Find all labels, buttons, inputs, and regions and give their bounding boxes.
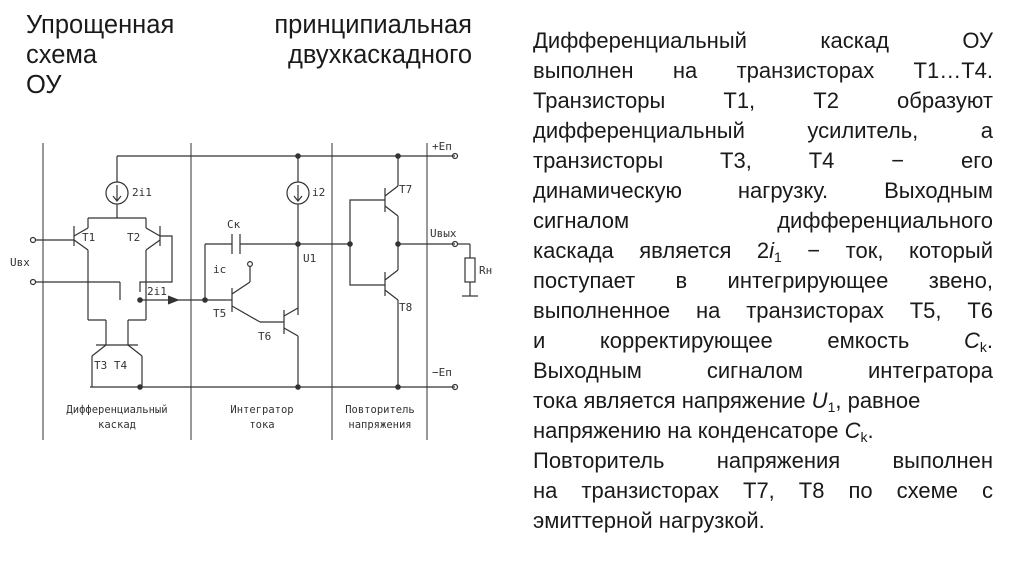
block-label-diff-l1: Дифференциальный [66,404,168,416]
desc-line: поступает в интегрирующее звено, [533,268,993,293]
desc-text: . [986,328,993,353]
label-t1: T1 [82,231,96,244]
desc-sub: k [860,429,868,445]
desc-text: . [867,418,874,443]
desc-line: сигналом дифференциального [533,208,993,233]
desc-var: С [963,328,980,353]
label-u1: U1 [303,252,317,265]
block-label-follower-l1: Повторитель [345,404,415,416]
desc-sub: 1 [827,399,836,415]
desc-text: − ток, который [781,238,993,263]
desc-text: и корректирующее емкость [533,328,964,353]
label-current-2i1: 2i1 [147,285,167,298]
desc-line [533,236,993,266]
desc-sub: 1 [774,249,782,265]
description-text [533,26,993,536]
desc-line: Транзисторы Т1, Т2 образуют [533,88,993,113]
label-uin: Uвх [10,256,30,269]
block-label-integrator-l1: Интегратор [230,404,294,416]
desc-text: каскада является 2 [533,238,770,263]
desc-text: , равное [835,388,921,413]
label-source-2i1: 2i1 [132,186,152,199]
label-t7: T7 [399,183,413,196]
desc-var: U [811,388,828,413]
desc-line [533,326,993,356]
title-line-2: схема двухкаскадного [26,41,472,69]
desc-var: С [844,418,861,443]
desc-line: Выходным сигналом интегратора [533,358,993,383]
desc-sub: k [979,339,987,355]
input-terminals [31,238,121,301]
label-source-i2: i2 [312,186,326,199]
transistor-t6 [260,308,298,387]
title-line-1: Упрощенная принципиальная [26,11,472,39]
label-t8: T8 [399,301,413,314]
label-t3-t4: T3 T4 [94,359,128,372]
label-t2: T2 [127,231,141,244]
label-rload: Rн [479,264,493,277]
desc-line: на транзисторах Т7, Т8 по схеме с [533,478,993,503]
block-label-diff-l2: каскад [98,419,136,431]
block-label-follower-l2: напряжения [348,419,412,431]
desc-line: транзисторы Т3, Т4 − его [533,148,993,173]
desc-line: Повторитель напряжения выполнен [533,448,993,473]
current-source-i2 [287,156,309,315]
desc-line: Дифференциальный каскад ОУ [533,28,993,53]
desc-line: эмиттерной нагрузкой. [533,508,765,533]
label-ck: Cк [227,218,241,231]
desc-var: i [769,238,774,263]
desc-line [533,416,993,446]
label-ic: iс [213,263,227,276]
desc-text: тока является напряжение [533,388,812,413]
title-line-3: ОУ [26,71,62,99]
label-vplus: +Eп [432,140,452,153]
label-vminus: −Eп [432,366,452,379]
transistor-t2 [140,218,172,292]
block-label-integrator-l2: тока [249,419,275,431]
desc-text: напряжению на конденсаторе [533,418,845,443]
desc-line [533,386,993,416]
desc-line: динамическую нагрузку. Выходным [533,178,993,203]
label-t5: T5 [213,307,227,320]
transistors-t3-t4 [88,292,146,387]
desc-line: выполненное на транзисторах Т5, Т6 [533,298,993,323]
output-load [453,154,479,390]
desc-line: выполнен на транзисторах T1…T4. [533,58,993,83]
label-t6: T6 [258,330,272,343]
label-uout: Uвых [430,227,457,240]
desc-line: дифференциальный усилитель, а [533,118,993,143]
